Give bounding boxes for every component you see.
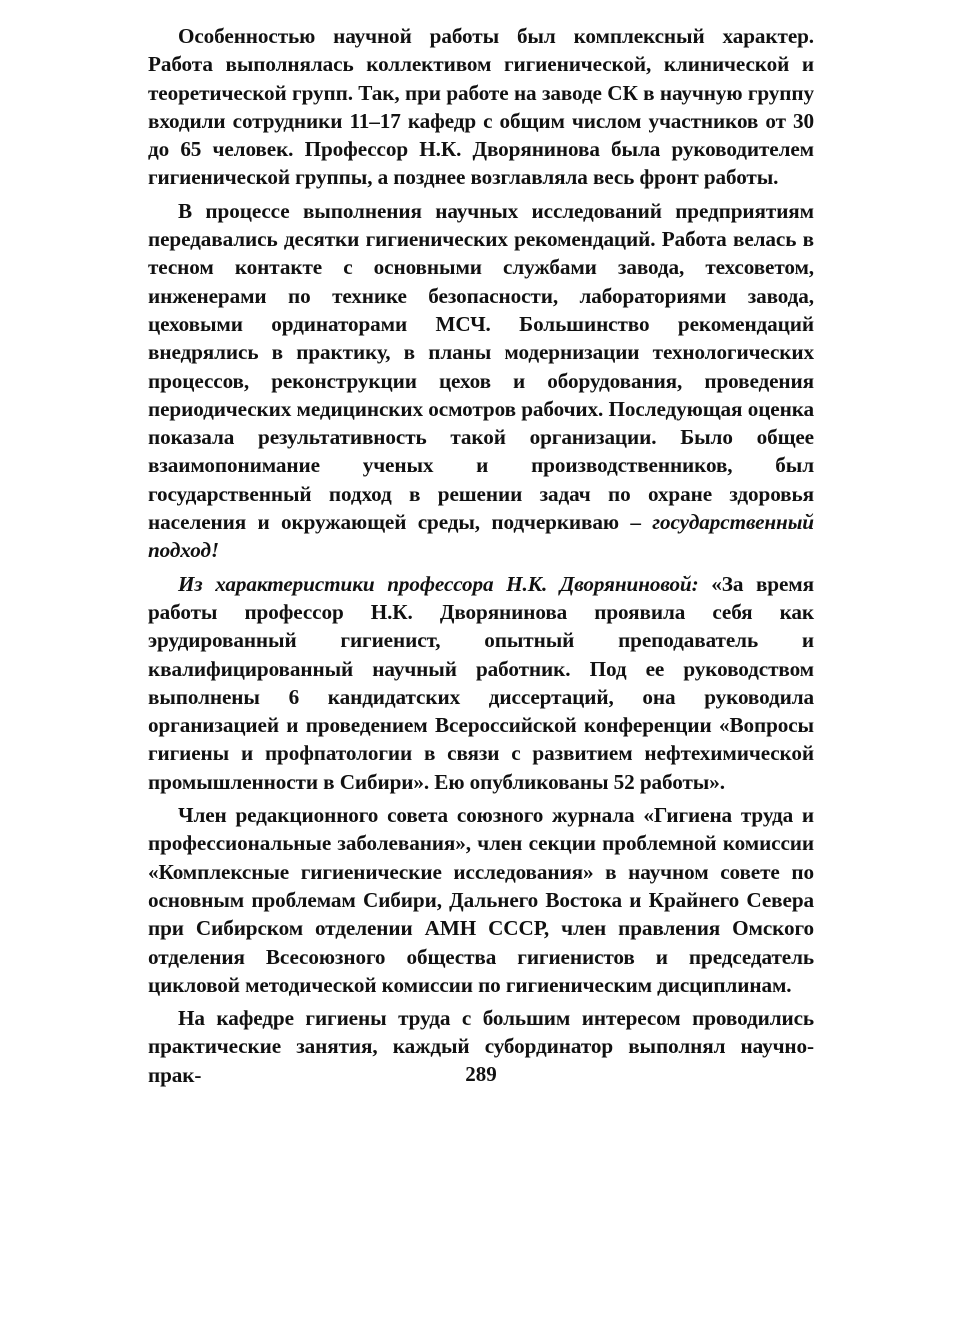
paragraph-3 bbox=[148, 570, 814, 796]
paragraph-1: Особенностью научной работы был комплексный характер. Работа выполнялась коллективом гигиенической, клинической и теоретической групп. Так, при работе на заводе СК в научную группу входили сотрудники 11–17 кафедр с общим числом участников от 30 до 65 человек. Профессор Н.К. Дворянинова была руководителем гигиенической группы, а позднее возглавляла весь фронт работы. bbox=[148, 24, 814, 190]
paragraph-2 bbox=[148, 197, 814, 565]
paragraph-4: Член редакционного совета союзного журнала «Гигиена труда и профессиональные заболевания», член секции проблемной комиссии «Комплексные гигиенические исследования» в научном совете по основным проблемам Сибири, Дальнего Востока и Крайнего Севера при Сибирском отделении АМН СССР, член правления Омского отделения Всесоюзного общества гигиенистов и председатель цикловой методической комиссии по гигиеническим дисциплинам. bbox=[148, 803, 814, 997]
paragraph-2-emphasis: государственный подход! bbox=[148, 510, 814, 563]
paragraph-3-lead: Из характеристики профессора Н.К. Дворяниновой: bbox=[178, 571, 699, 596]
paragraph-3-text: «За время работы профессор Н.К. Дворянинова проявила себя как эрудированный гигиенист, опытный преподаватель и квалифицированный научный работник. Под ее руководством выполнены 6 кандидатских диссертаций, она руководила организацией и проведением Всероссийской конференции «Вопросы гигиены и профпатологии в связи с развитием нефтехимической промышленности в Сибири». Ею опубликованы 52 работы». bbox=[148, 571, 814, 794]
page-body bbox=[148, 22, 814, 1094]
page-number: 289 bbox=[465, 1062, 497, 1086]
paragraph-5: На кафедре гигиены труда с большим интересом проводились практические занятия, каждый субординатор выполнял научно-прак- bbox=[148, 1006, 814, 1087]
paragraph-2-text: В процессе выполнения научных исследований предприятиям передавались десятки гигиенических рекомендаций. Работа велась в тесном контакте с основными службами завода, техсоветом, инженерами по технике безопасности, лабораториями завода, цеховыми ординаторами МСЧ. Большинство рекомендаций внедрялись в практику, в планы модернизации технологических процессов, реконструкции цехов и оборудования, проведения периодических медицинских осмотров рабочих. Последующая оценка показала результативность такой организации. Было общее взаимопонимание ученых и производственников, был государственный подход в решении задач по охране здоровья населения и окружающей среды, подчеркиваю – bbox=[148, 198, 814, 535]
